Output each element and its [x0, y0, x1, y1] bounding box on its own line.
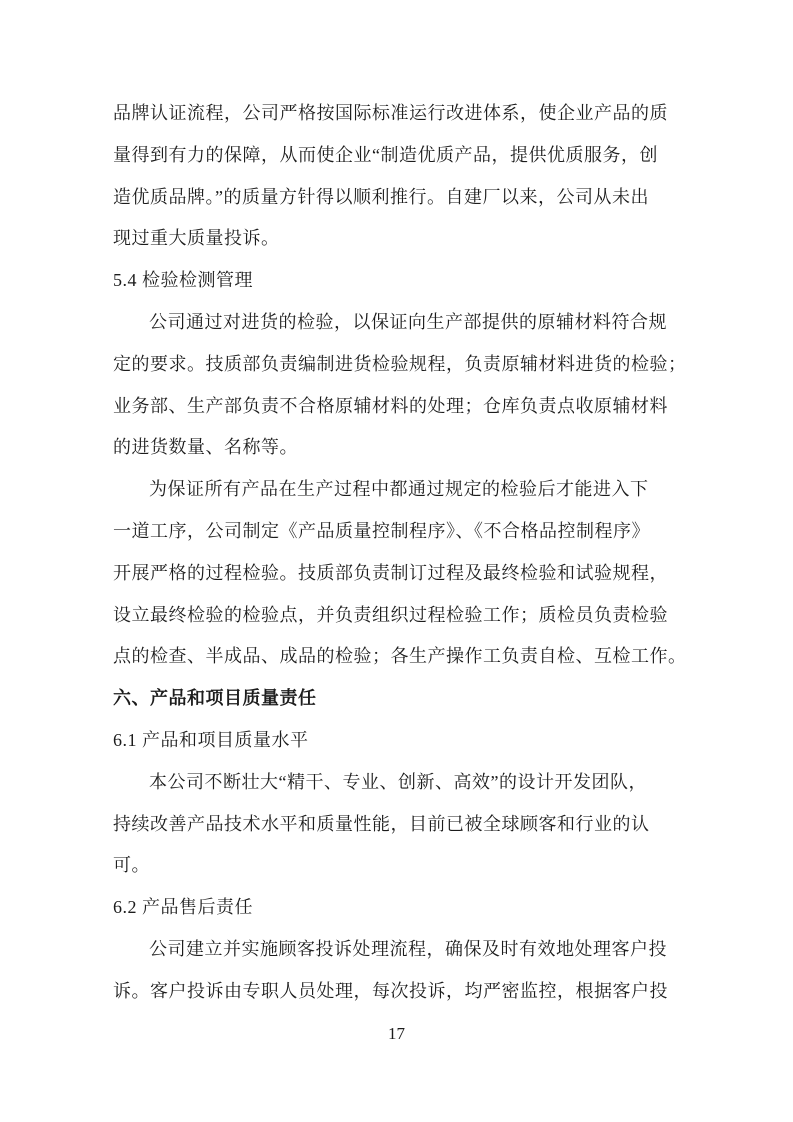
paragraph-line: 业务部、生产部负责不合格原辅材料的处理；仓库负责点收原辅材料 [113, 395, 668, 416]
section-heading-5-4: 5.4 检验检测管理 [113, 270, 253, 291]
paragraph-line: 造优质品牌。”的质量方针得以顺利推行。自建厂以来，公司从未出 [113, 186, 649, 207]
paragraph-line: 现过重大质量投诉。 [113, 228, 280, 249]
paragraph-line: 设立最终检验的检验点，并负责组织过程检验工作；质检员负责检验 [113, 604, 668, 625]
paragraph-line: 可。 [113, 855, 150, 876]
paragraph-line: 开展严格的过程检验。技质部负责制订过程及最终检验和试验规程， [113, 562, 668, 583]
document-body [113, 93, 687, 1013]
paragraph-line: 定的要求。技质部负责编制进货检验规程，负责原辅材料进货的检验； [113, 353, 687, 374]
section-heading-6-1: 6.1 产品和项目质量水平 [113, 729, 309, 750]
paragraph-line: 为保证所有产品在生产过程中都通过规定的检验后才能进入下 [149, 479, 649, 500]
paragraph-line: 公司通过对进货的检验，以保证向生产部提供的原辅材料符合规 [149, 311, 667, 332]
paragraph-line: 量得到有力的保障，从而使企业“制造优质产品，提供优质服务，创 [113, 144, 658, 165]
chapter-heading-6: 六、产品和项目质量责任 [113, 688, 317, 709]
paragraph-line: 点的检查、半成品、成品的检验；各生产操作工负责自检、互检工作。 [113, 646, 687, 667]
paragraph-line: 持续改善产品技术水平和质量性能，目前已被全球顾客和行业的认 [113, 813, 650, 834]
paragraph-line: 一道工序，公司制定《产品质量控制程序》、《不合格品控制程序》 [113, 520, 650, 541]
paragraph-line: 公司建立并实施顾客投诉处理流程，确保及时有效地处理客户投 [149, 938, 667, 959]
paragraph-line: 品牌认证流程，公司严格按国际标准运行改进体系，使企业产品的质 [113, 103, 668, 123]
page-number: 17 [388, 1024, 405, 1043]
paragraph-line: 的进货数量、名称等。 [113, 437, 298, 458]
paragraph-line: 本公司不断壮大“精干、专业、创新、高效”的设计开发团队， [149, 771, 647, 792]
paragraph-line: 诉。客户投诉由专职人员处理，每次投诉，均严密监控，根据客户投 [113, 980, 668, 1001]
section-heading-6-2: 6.2 产品售后责任 [113, 897, 253, 918]
